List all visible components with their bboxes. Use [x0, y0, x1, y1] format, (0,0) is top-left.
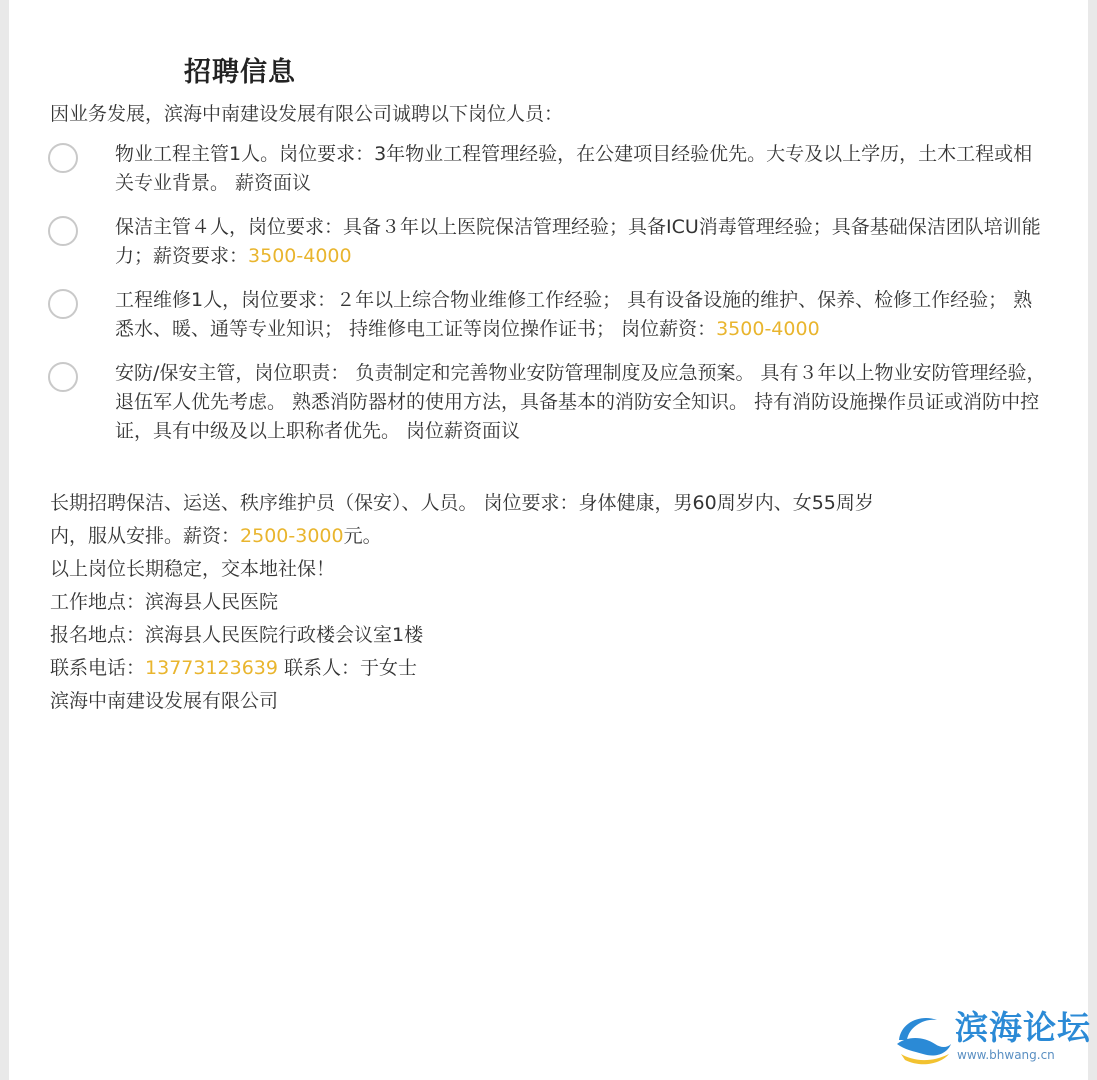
- job-salary: 3500-4000: [248, 245, 352, 267]
- left-page-edge: [0, 0, 9, 1080]
- job-radio-button[interactable]: [48, 362, 78, 392]
- company-name: 滨海中南建设发展有限公司: [50, 690, 279, 712]
- intro-text: 因业务发展，滨海中南建设发展有限公司诚聘以下岗位人员：: [50, 103, 564, 125]
- contact-line: 联系电话：13773123639 联系人：于女士: [50, 657, 418, 679]
- phone-link[interactable]: 13773123639: [145, 657, 278, 679]
- job-list: [48, 140, 1048, 461]
- job-salary: 3500-4000: [716, 318, 820, 340]
- watermark-site-name: 滨海论坛: [955, 1008, 1091, 1047]
- page-title: 招聘信息: [184, 57, 296, 88]
- job-item-cleaning-supervisor: [48, 213, 1048, 271]
- job-item-engineering-supervisor: [48, 140, 1048, 198]
- job-description: 物业工程主管1人。岗位要求：3年物业工程管理经验，在公建项目经验优先。大专及以上学历，土木工程或相关专业背景。 薪资面议: [115, 143, 1033, 194]
- site-watermark: [893, 1008, 1091, 1070]
- right-page-edge: [1088, 0, 1097, 1080]
- work-location: 工作地点：滨海县人民医院: [50, 591, 279, 613]
- stable-note: 以上岗位长期稳定，交本地社保！: [50, 558, 336, 580]
- job-item-security-supervisor: [48, 359, 1048, 446]
- long-term-salary: 2500-3000: [240, 525, 344, 547]
- watermark-site-url: www.bhwang.cn: [957, 1048, 1055, 1062]
- job-radio-button[interactable]: [48, 289, 78, 319]
- signup-location: 报名地点：滨海县人民医院行政楼会议室1楼: [50, 624, 424, 646]
- job-item-maintenance: [48, 286, 1048, 344]
- job-radio-button[interactable]: [48, 216, 78, 246]
- job-description: 安防/保安主管，岗位职责： 负责制定和完善物业安防管理制度及应急预案。 具有３年以上物业安防管理经验，退伍军人优先考虑。 熟悉消防器材的使用方法，具备基本的消防安全知识。 持有消防设施操作员证或消防中控证，具有中级及以上职称者优先。 岗位薪资面议: [115, 362, 1046, 442]
- job-radio-button[interactable]: [48, 143, 78, 173]
- long-term-recruitment-line1: 长期招聘保洁、运送、秩序维护员（保安）、人员。 岗位要求：身体健康，男60周岁内、女55周岁: [50, 492, 874, 514]
- long-term-recruitment-line2: 内，服从安排。薪资：2500-3000元。: [50, 525, 382, 547]
- bhwang-logo-icon: [893, 1010, 953, 1066]
- job-description: 保洁主管４人，岗位要求：具备３年以上医院保洁管理经验；具备ICU消毒管理经验；具备基础保洁团队培训能力；薪资要求：3500-4000: [115, 216, 1041, 267]
- recruitment-details: [50, 487, 1050, 718]
- job-description: 工程维修1人，岗位要求：２年以上综合物业维修工作经验； 具有设备设施的维护、保养、检修工作经验； 熟悉水、暖、通等专业知识； 持维修电工证等岗位操作证书； 岗位薪资：3500-4000: [115, 289, 1033, 340]
